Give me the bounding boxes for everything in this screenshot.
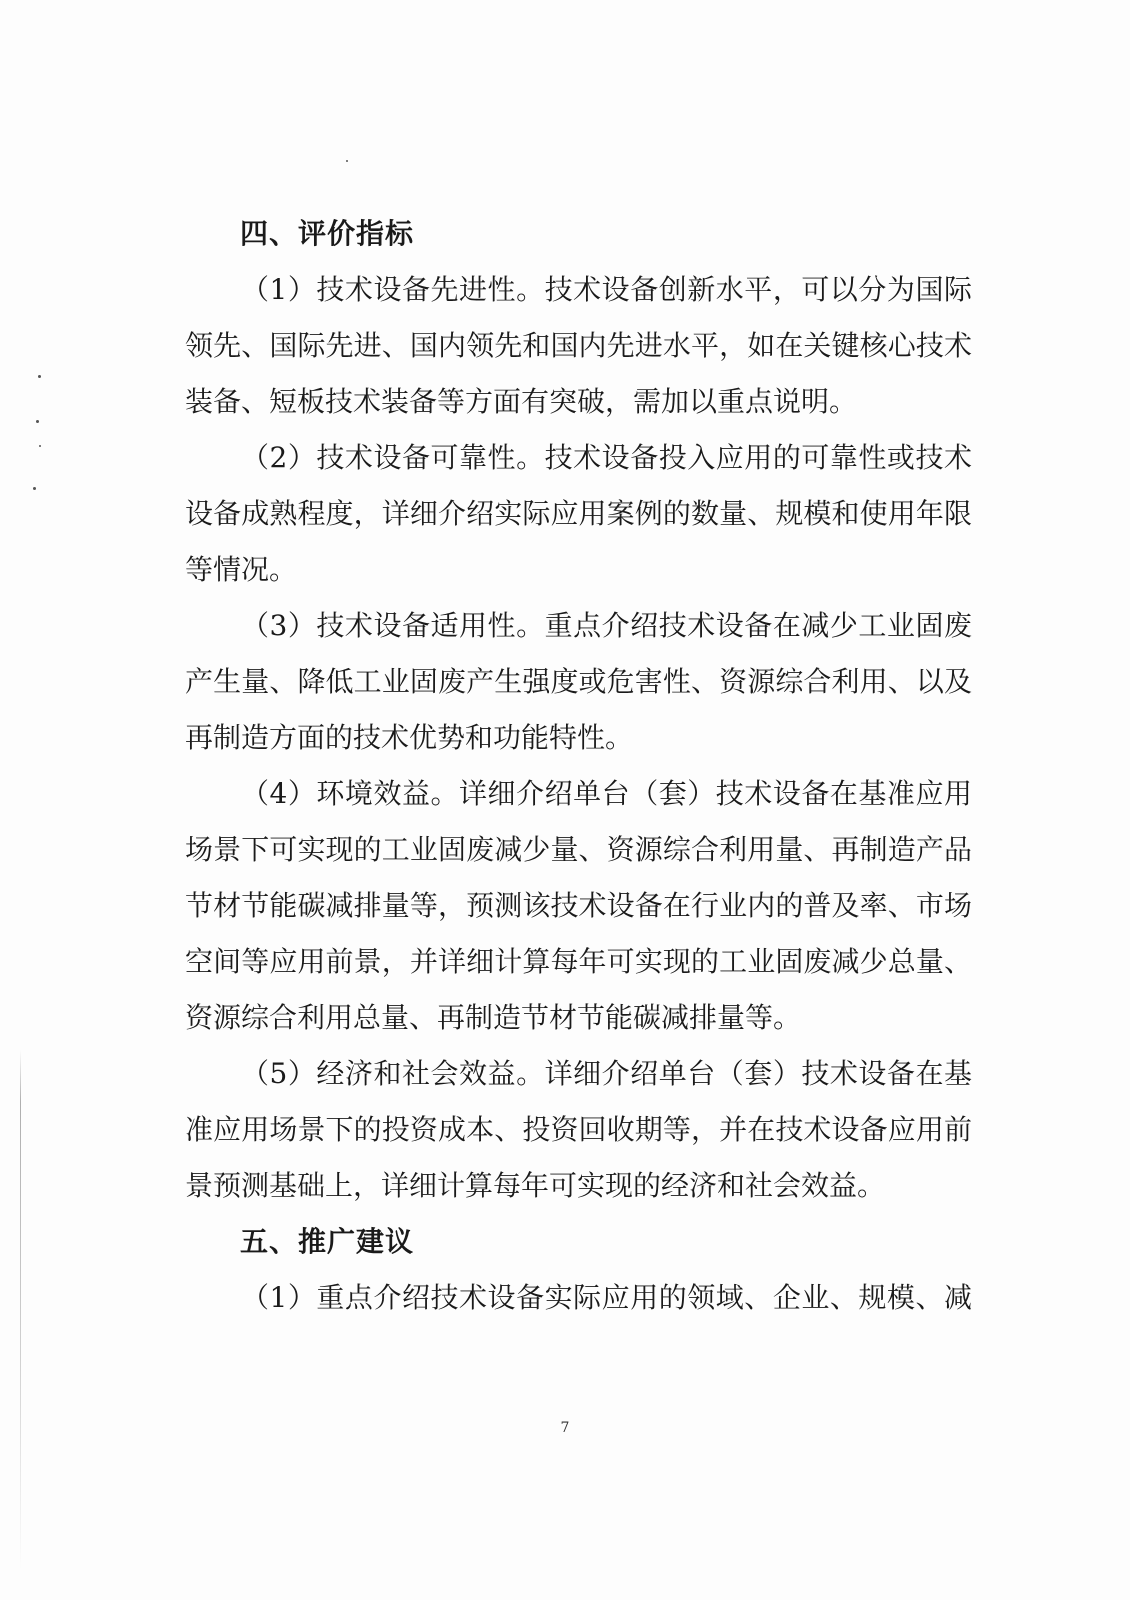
document-body bbox=[185, 206, 972, 1326]
text-line: 节材节能碳减排量等，预测该技术设备在行业内的普及率、市场 bbox=[185, 889, 972, 922]
paragraph-applicability bbox=[185, 598, 972, 766]
text-line: 装备、短板技术装备等方面有突破，需加以重点说明。 bbox=[185, 385, 858, 418]
scan-margin-artifact bbox=[20, 1050, 21, 1570]
scan-dot bbox=[36, 420, 39, 423]
paragraph-advancement bbox=[185, 262, 972, 430]
text-line: （3）技术设备适用性。重点介绍技术设备在减少工业固废 bbox=[241, 609, 972, 642]
text-line: （1）技术设备先进性。技术设备创新水平，可以分为国际 bbox=[241, 273, 972, 306]
text-line: 设备成熟程度，详细介绍实际应用案例的数量、规模和使用年限 bbox=[185, 497, 972, 530]
scan-dot bbox=[33, 487, 36, 490]
paragraph-reliability bbox=[185, 430, 972, 598]
text-line: 资源综合利用总量、再制造节材节能碳减排量等。 bbox=[185, 1001, 802, 1034]
scan-dot bbox=[39, 445, 41, 447]
text-line: 准应用场景下的投资成本、投资回收期等，并在技术设备应用前 bbox=[185, 1113, 972, 1146]
text-line: 空间等应用前景，并详细计算每年可实现的工业固废减少总量、 bbox=[185, 945, 972, 978]
section-heading-promotion: 五、推广建议 bbox=[240, 1225, 415, 1258]
text-line: 等情况。 bbox=[185, 553, 298, 586]
paragraph-economic-social-benefit bbox=[185, 1046, 972, 1214]
text-line: （2）技术设备可靠性。技术设备投入应用的可靠性或技术 bbox=[241, 441, 972, 474]
text-line: （4）环境效益。详细介绍单台（套）技术设备在基准应用 bbox=[241, 777, 972, 810]
section-heading-evaluation: 四、评价指标 bbox=[240, 217, 415, 250]
text-line: 场景下可实现的工业固废减少量、资源综合利用量、再制造产品 bbox=[185, 833, 972, 866]
text-line: 景预测基础上，详细计算每年可实现的经济和社会效益。 bbox=[185, 1169, 886, 1202]
text-line: （1）重点介绍技术设备实际应用的领域、企业、规模、减 bbox=[241, 1281, 972, 1314]
text-line: 再制造方面的技术优势和功能特性。 bbox=[185, 721, 634, 754]
text-line: （5）经济和社会效益。详细介绍单台（套）技术设备在基 bbox=[241, 1057, 972, 1090]
paragraph-application-fields bbox=[185, 1270, 972, 1326]
page-number: 7 bbox=[560, 1420, 570, 1436]
scan-dot bbox=[346, 160, 348, 162]
paragraph-environmental-benefit bbox=[185, 766, 972, 1046]
text-line: 产生量、降低工业固废产生强度或危害性、资源综合利用、以及 bbox=[185, 665, 972, 698]
text-line: 领先、国际先进、国内领先和国内先进水平，如在关键核心技术 bbox=[185, 329, 972, 362]
scan-dot bbox=[38, 375, 41, 378]
